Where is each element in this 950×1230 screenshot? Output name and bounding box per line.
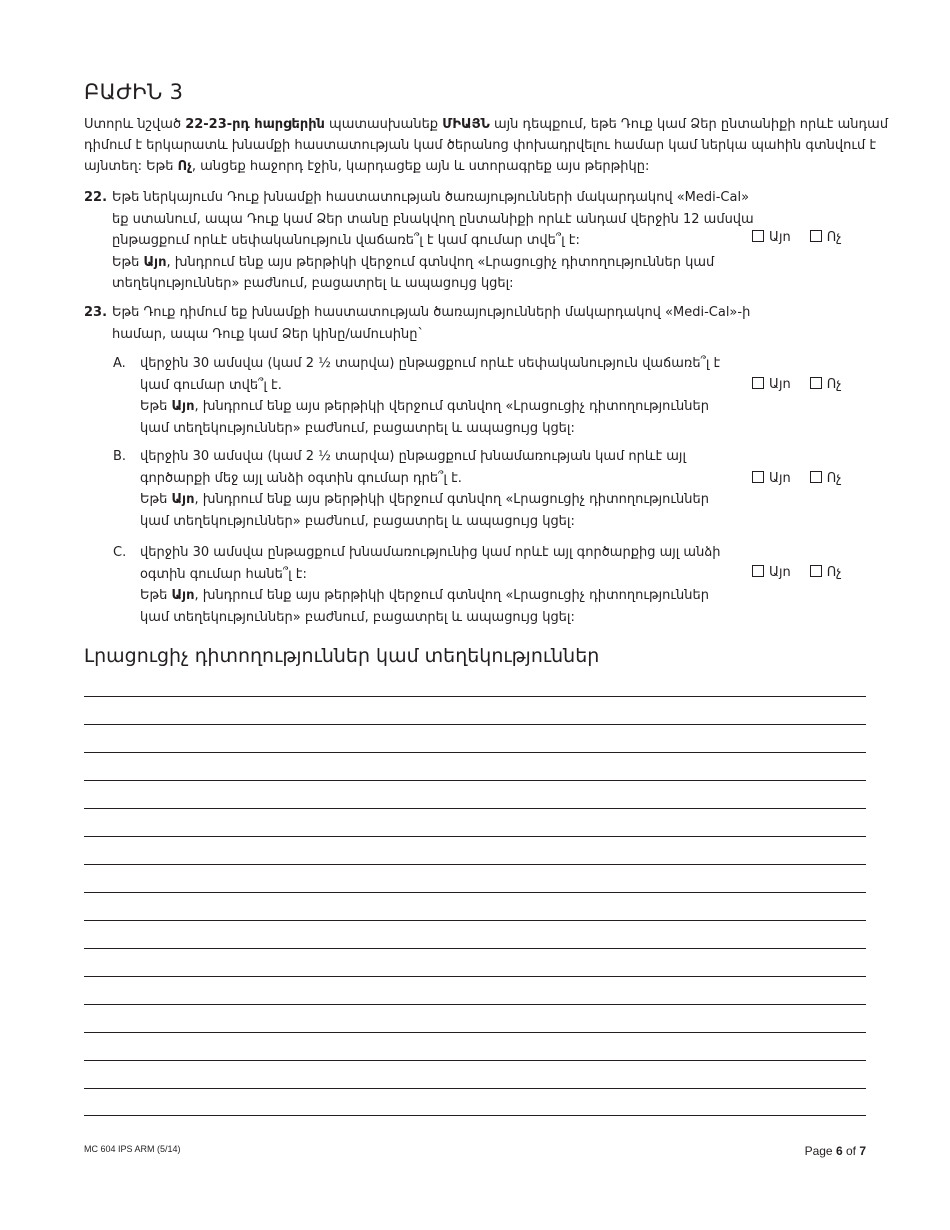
page-number: Page 6 of 7 <box>804 1144 866 1158</box>
comments-heading: Լրացուցիչ դիտողություններ կամ տեղեկություններ <box>84 645 600 667</box>
writing-line[interactable] <box>84 1032 866 1033</box>
sub-letter: B. <box>113 449 127 464</box>
writing-line[interactable] <box>84 808 866 809</box>
writing-line[interactable] <box>84 948 866 949</box>
q23b-yes-option[interactable]: Այո <box>752 471 791 486</box>
writing-line[interactable] <box>84 1004 866 1005</box>
writing-line[interactable] <box>84 696 866 697</box>
q23c-yes-option[interactable]: Այո <box>752 565 791 580</box>
writing-line[interactable] <box>84 836 866 837</box>
q22-yes-option[interactable]: Այո <box>752 230 791 245</box>
writing-line[interactable] <box>84 752 866 753</box>
checkbox[interactable] <box>752 565 764 577</box>
writing-line[interactable] <box>84 920 866 921</box>
writing-line[interactable] <box>84 1115 866 1116</box>
writing-line[interactable] <box>84 780 866 781</box>
question-number: 22. <box>84 190 108 205</box>
q23c-answer-options <box>752 565 842 580</box>
checkbox[interactable] <box>810 377 822 389</box>
checkbox[interactable] <box>752 230 764 242</box>
writing-line[interactable] <box>84 1088 866 1089</box>
writing-line[interactable] <box>84 1060 866 1061</box>
writing-line[interactable] <box>84 724 866 725</box>
sub-letter: A. <box>113 356 126 371</box>
sub-question-text: վերջին 30 ամսվա (կամ 2 ½ տարվա) ընթացքում խնամառության կամ որևէ այլ գործարքի մեջ այլ անձի օգտին գումար դրե՞լ է. Եթե Այո, խնդրում ենք այս թերթիկի վերջում գտնվող «Լրացուցիչ դիտողություններ կամ տեղեկություններ» բաժնում, բացատրել և ապացույց կցել: <box>140 449 709 529</box>
q23b-answer-options <box>752 471 842 486</box>
q23a-yes-option[interactable]: Այո <box>752 377 791 392</box>
checkbox[interactable] <box>810 471 822 483</box>
q22-no-option[interactable]: Ոչ <box>810 230 842 245</box>
question-text: Եթե Դուք դիմում եք խնամքի հաստատության ծառայությունների մակարդակով «Medi-Cal»-ի համար, ապա Դուք կամ Ձեր կինը/ամուսինը` <box>112 305 751 342</box>
checkbox[interactable] <box>752 471 764 483</box>
q23b-no-option[interactable]: Ոչ <box>810 471 842 486</box>
writing-line[interactable] <box>84 976 866 977</box>
q23c-no-option[interactable]: Ոչ <box>810 565 842 580</box>
question-text: Եթե ներկայումս Դուք խնամքի հաստատության ծառայությունների մակարդակով «Medi-Cal» եք ստանում, ապա Դուք կամ Ձեր տանը բնակվող ընտանիքի որևէ անդամ վերջին 12 ամսվա ընթացքում որևէ սեփականություն վաճառե՞լ է կամ գումար տվե՞լ է: Եթե Այո, խնդրում ենք այս թերթիկի վերջում գտնվող «Լրացուցիչ դիտողություններ կամ տեղեկություններ» բաժնում, բացատրել և ապացույց կցել: <box>112 190 754 291</box>
section-title: ԲԱԺԻՆ 3 <box>84 80 184 104</box>
checkbox[interactable] <box>810 230 822 242</box>
q22-answer-options <box>752 230 842 245</box>
intro-text: Ստորև նշված 22-23-րդ հարցերին պատասխանեք ՄԻԱՅՆ այն դեպքում, եթե Դուք կամ Ձեր ընտանիքի որևէ անդամ դիմում է երկարատև խնամքի հաստատության կամ ծերանոց փոխադրվելու համար կամ ներկա պահին գտնվում է այնտեղ: Եթե Ոչ, անցեք հաջորդ էջին, կարդացեք այն և ստորագրեք այս թերթիկը: <box>84 117 889 174</box>
sub-question-text: վերջին 30 ամսվա (կամ 2 ½ տարվա) ընթացքում որևէ սեփականություն վաճառե՞լ է կամ գումար տվե՞լ է. Եթե Այո, խնդրում ենք այս թերթիկի վերջում գտնվող «Լրացուցիչ դիտողություններ կամ տեղեկություններ» բաժնում, բացատրել և ապացույց կցել: <box>140 356 721 436</box>
writing-line[interactable] <box>84 892 866 893</box>
q23a-no-option[interactable]: Ոչ <box>810 377 842 392</box>
checkbox[interactable] <box>810 565 822 577</box>
writing-line[interactable] <box>84 864 866 865</box>
form-id: MC 604 IPS ARM (5/14) <box>84 1144 181 1154</box>
sub-letter: C. <box>113 545 127 560</box>
checkbox[interactable] <box>752 377 764 389</box>
q23a-answer-options <box>752 377 842 392</box>
sub-question-text: վերջին 30 ամսվա ընթացքում խնամառությունից կամ որևէ այլ գործարքից այլ անձի օգտին գումար հանե՞լ է: Եթե Այո, խնդրում ենք այս թերթիկի վերջում գտնվող «Լրացուցիչ դիտողություններ կամ տեղեկություններ» բաժնում, բացատրել և ապացույց կցել: <box>140 545 721 625</box>
question-number: 23. <box>84 305 108 320</box>
